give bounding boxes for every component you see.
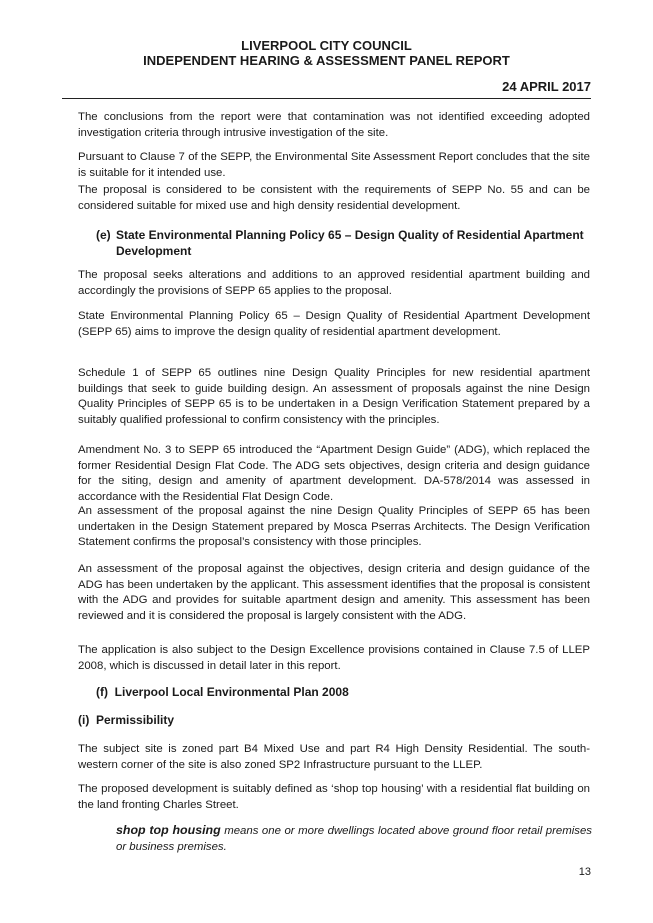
definition-quote <box>116 822 592 855</box>
section-heading-f <box>96 685 349 701</box>
section-title: Liverpool Local Environmental Plan 2008 <box>114 685 349 699</box>
paragraph: The proposed development is suitably defined as ‘shop top housing’ with a residential flat building on the land fronting Charles Street. <box>78 783 590 811</box>
paragraph: Schedule 1 of SEPP 65 outlines nine Design Quality Principles for new residential apartment buildings that seek to guide building design. An assessment of proposals against the nine Design Quality Principles of SEPP 65 is to be undertaken in a Design Verification Statement prepared by a suitably qualified professional to confirm consistency with the principles. <box>78 367 590 426</box>
definition-term: shop top housing <box>116 823 221 837</box>
definition-text: means one or more dwellings located above ground floor retail premises or business premises. <box>116 825 592 853</box>
council-name: LIVERPOOL CITY COUNCIL <box>241 38 412 53</box>
section-label: (f) <box>96 685 108 699</box>
paragraph: State Environmental Planning Policy 65 – Design Quality of Residential Apartment Development (SEPP 65) aims to improve the design quality of residential apartment development. <box>78 310 590 338</box>
paragraph: The subject site is zoned part B4 Mixed Use and part R4 High Density Residential. The south-western corner of the site is also zoned SP2 Infrastructure pursuant to the LLEP. <box>78 743 590 771</box>
section-title-cont: Development <box>116 243 192 258</box>
subsection-heading-i <box>78 713 174 729</box>
section-title: State Environmental Planning Policy 65 – Design Quality of Residential Apartment <box>116 228 584 242</box>
paragraph: An assessment of the proposal against the nine Design Quality Principles of SEPP 65 has been undertaken in the Design Statement prepared by Mosca Pserras Architects. The Design Verification Statement confirms the proposal’s consistency with those principles. <box>78 505 590 548</box>
paragraph: The proposal seeks alterations and additions to an approved residential apartment building and accordingly the provisions of SEPP 65 applies to the proposal. <box>78 269 590 297</box>
report-date: 24 APRIL 2017 <box>502 79 591 94</box>
report-title: INDEPENDENT HEARING & ASSESSMENT PANEL REPORT <box>143 53 510 68</box>
header-rule <box>62 98 591 99</box>
paragraph: The proposal is considered to be consistent with the requirements of SEPP No. 55 and can be considered suitable for mixed use and high density residential development. <box>78 184 590 212</box>
paragraph: Amendment No. 3 to SEPP 65 introduced the “Apartment Design Guide” (ADG), which replaced the former Residential Design Flat Code. The ADG sets objectives, design criteria and design guidance for the siting, design and amenity of apartment development. DA-578/2014 was assessed in accordance with the Residential Flat Design Code. <box>78 444 590 503</box>
page-number: 13 <box>578 866 591 878</box>
subsection-label: (i) <box>78 713 90 727</box>
paragraph: An assessment of the proposal against the objectives, design criteria and design guidance of the ADG has been undertaken by the applicant. This assessment identifies that the proposal is consistent with the ADG and provides for suitable apartment design and amenity. This assessment has been reviewed and it is considered the proposal is largely consistent with the ADG. <box>78 563 590 622</box>
subsection-title: Permissibility <box>96 713 175 727</box>
paragraph: Pursuant to Clause 7 of the SEPP, the Environmental Site Assessment Report concludes that the site is suitable for it intended use. <box>78 151 590 179</box>
section-heading-e <box>96 228 596 259</box>
paragraph: The application is also subject to the Design Excellence provisions contained in Clause 7.5 of LLEP 2008, which is discussed in detail later in this report. <box>78 644 590 672</box>
section-label: (e) <box>96 228 111 242</box>
paragraph: The conclusions from the report were that contamination was not identified exceeding adopted investigation criteria through intrusive investigation of the site. <box>78 111 590 139</box>
